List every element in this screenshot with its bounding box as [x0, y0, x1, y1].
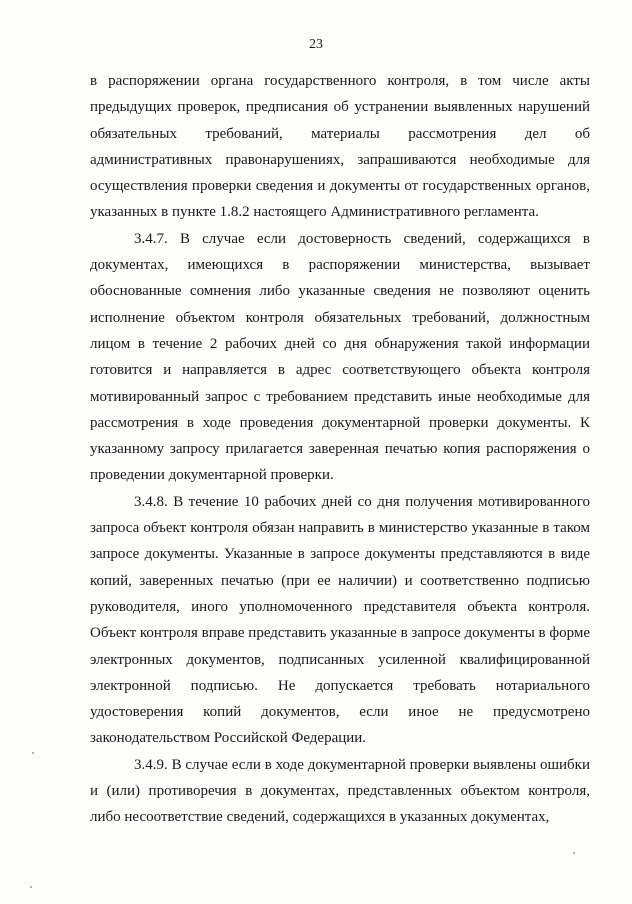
paragraph-3-4-8: 3.4.8. В течение 10 рабочих дней со дня получения мотивированного запроса объект контроля обязан направить в министерство указанные в таком запросе документы. Указанные в запросе документы представляются в виде копий, заверенных печатью (при ее наличии) и соответственно подписью руководителя, иного уполномоченного представителя объекта контроля. Объект контроля вправе представить указанные в запросе документы в форме электронных документов, подписанных усиленной квалифицированной электронной подписью. Не допускается требовать нотариального удостоверения копий документов, если иное не предусмотрено законодательством Российской Федерации.	[90, 493, 590, 747]
page-number: 23	[309, 37, 323, 52]
document-body	[90, 68, 590, 831]
scan-speck	[573, 852, 575, 854]
paragraph-3-4-7: 3.4.7. В случае если достоверность сведений, содержащихся в документах, имеющихся в распоряжении министерства, вызывает обоснованные сомнения либо указанные сведения не позволяют оценить исполнение объектом контроля обязательных требований, должностным лицом в течение 2 рабочих дней со дня обнаружения такой информации готовится и направляется в адрес соответствующего объекта контроля мотивированный запрос с требованием представить иные необходимые для рассмотрения в ходе проведения документарной проверки документы. К указанному запросу прилагается заверенная печатью копия распоряжения о проведении документарной проверки.	[90, 230, 590, 484]
paragraph-3-4-9: 3.4.9. В случае если в ходе документарной проверки выявлены ошибки и (или) противоречия в документах, представленных объектом контроля, либо несоответствие сведений, содержащихся в указанных документах,	[90, 756, 590, 826]
scan-speck	[32, 752, 34, 754]
scan-speck	[30, 886, 32, 888]
paragraph-continuation: в распоряжении органа государственного контроля, в том числе акты предыдущих проверок, предписания об устранении выявленных нарушений обязательных требований, материалы рассмотрения дел об административных правонарушениях, запрашиваются необходимые для осуществления проверки сведения и документы от государственных органов, указанных в пункте 1.8.2 настоящего Административного регламента.	[90, 73, 590, 221]
